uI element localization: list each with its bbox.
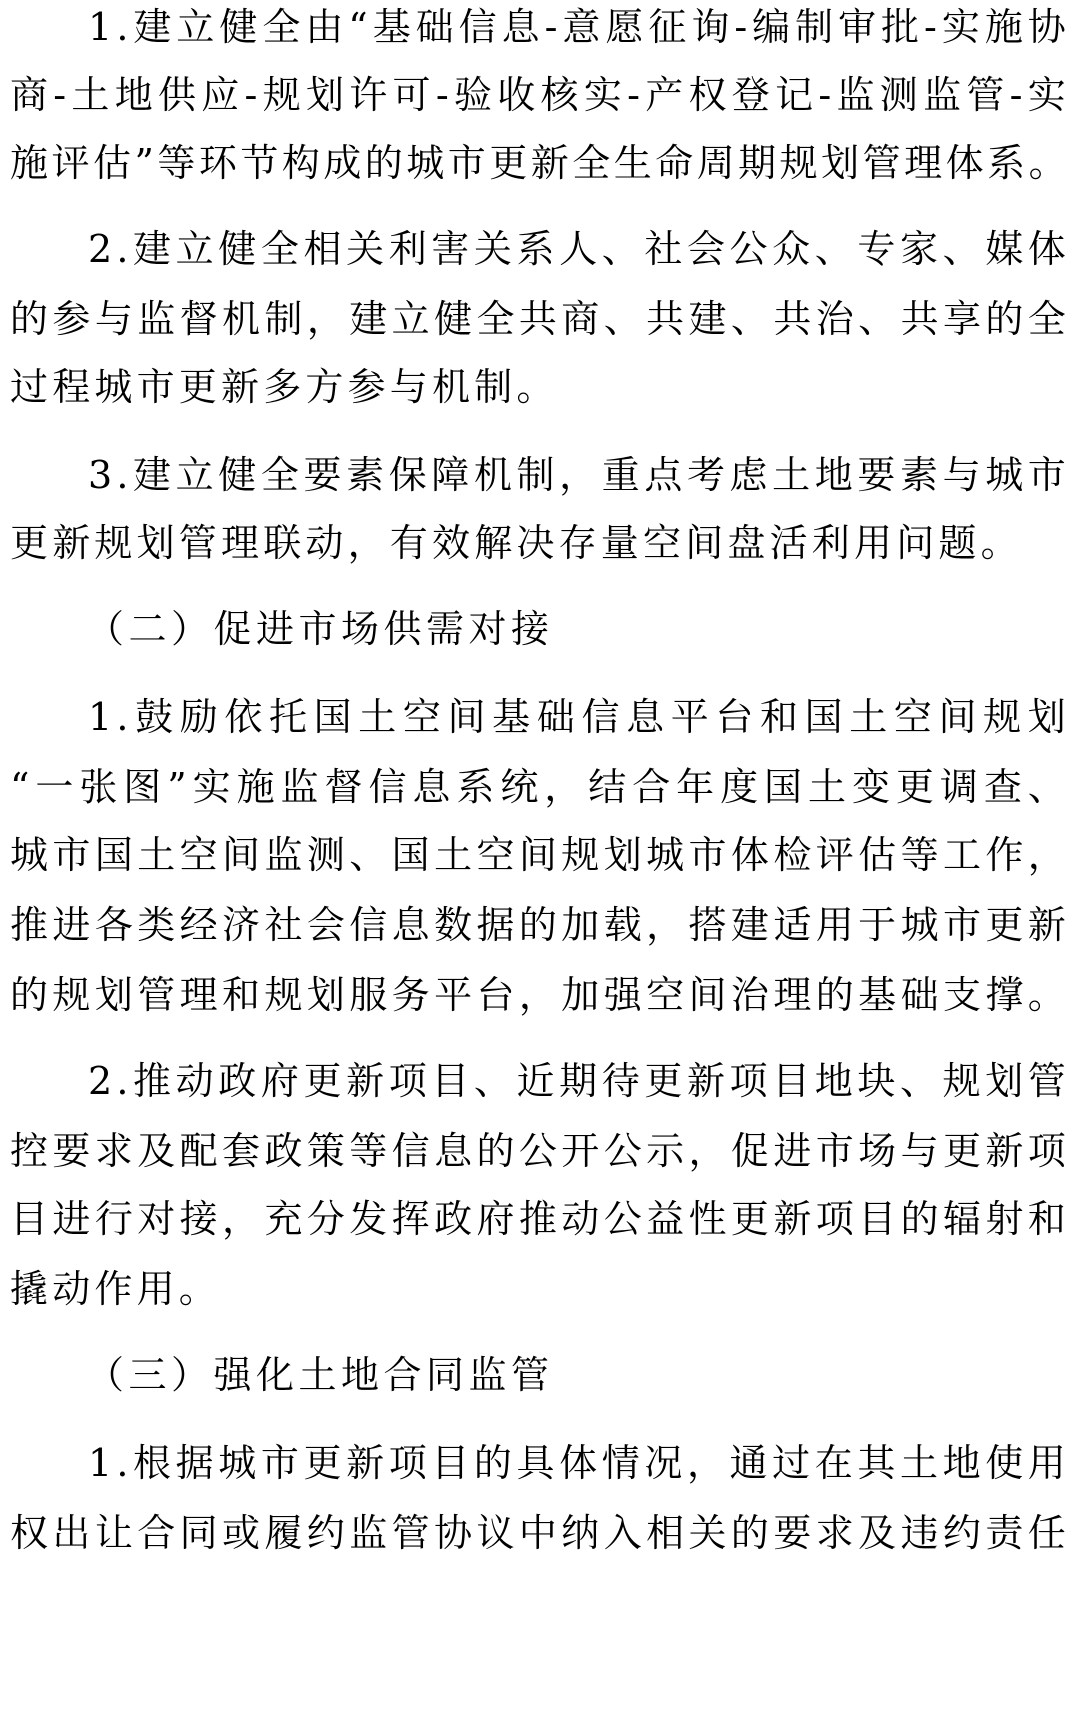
s1-item1-line2: 商-土地供应-规划许可-验收核实-产权登记-监测监管-实 [10,73,1070,117]
s3-item1-line1: 1.根据城市更新项目的具体情况，通过在其土地使用 [88,1441,1070,1485]
s2-item2-line4: 撬动作用。 [10,1267,222,1311]
s3-item1-line2: 权出让合同或履约监管协议中纳入相关的要求及违约责任 [10,1511,1070,1555]
section3-heading: （三）强化土地合同监管 [86,1353,554,1397]
s2-item1-line4: 推进各类经济社会信息数据的加载，搭建适用于城市更新 [10,903,1070,947]
s2-item2-line1: 2.推动政府更新项目、近期待更新项目地块、规划管 [88,1059,1070,1103]
s1-item1-line1: 1.建立健全由“基础信息-意愿征询-编制审批-实施协 [88,5,1070,49]
s2-item1-line5: 的规划管理和规划服务平台，加强空间治理的基础支撑。 [10,973,1070,1017]
s2-item1-line1: 1.鼓励依托国土空间基础信息平台和国土空间规划 [88,695,1070,739]
s2-item1-line3: 城市国土空间监测、国土空间规划城市体检评估等工作， [10,833,1070,877]
section2-heading: （二）促进市场供需对接 [86,607,554,651]
s2-item2-line2: 控要求及配套政策等信息的公开公示，促进市场与更新项 [10,1129,1070,1173]
s1-item2-line2: 的参与监督机制，建立健全共商、共建、共治、共享的全 [10,297,1070,341]
s1-item2-line1: 2.建立健全相关利害关系人、社会公众、专家、媒体 [88,227,1070,271]
s1-item1-line3: 施评估”等环节构成的城市更新全生命周期规划管理体系。 [10,141,1070,185]
s1-item3-line2: 更新规划管理联动，有效解决存量空间盘活利用问题。 [10,521,1023,565]
s2-item1-line2: “一张图”实施监督信息系统，结合年度国土变更调查、 [10,765,1070,809]
s1-item2-line3: 过程城市更新多方参与机制。 [10,365,559,409]
s1-item3-line1: 3.建立健全要素保障机制，重点考虑土地要素与城市 [88,453,1070,497]
s2-item2-line3: 目进行对接，充分发挥政府推动公益性更新项目的辐射和 [10,1197,1070,1241]
